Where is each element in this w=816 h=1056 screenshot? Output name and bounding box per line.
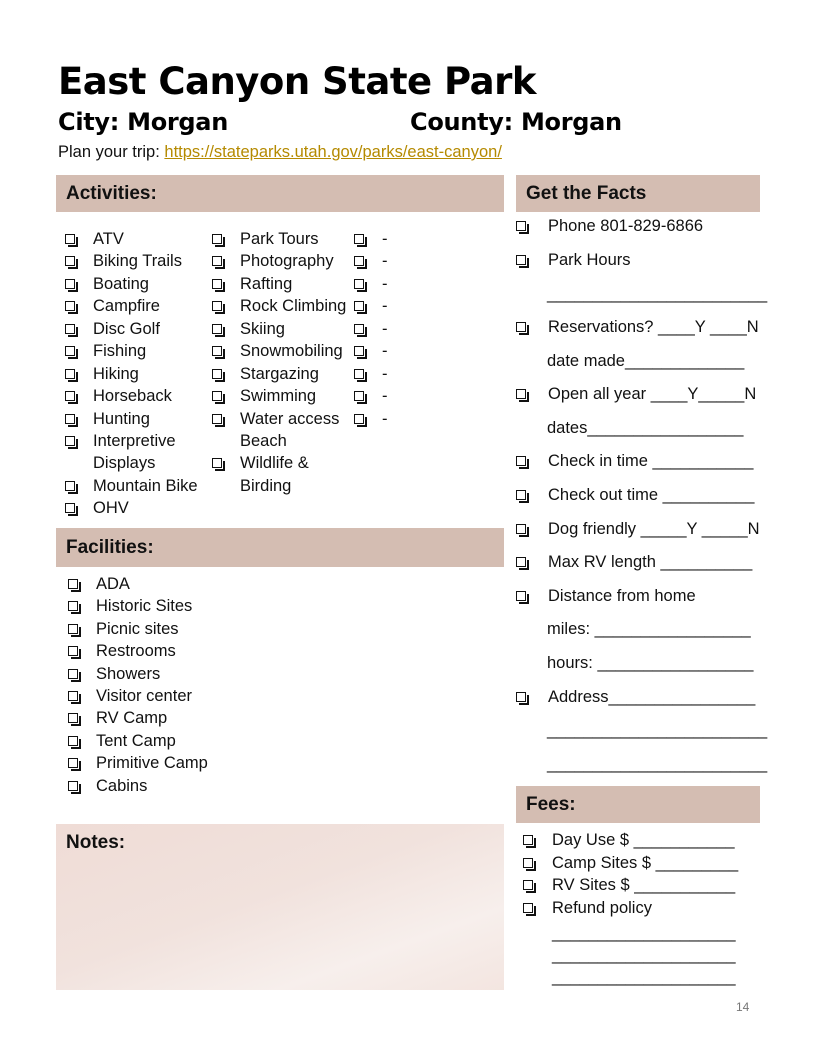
- refund-line-3[interactable]: ____________________: [552, 968, 736, 986]
- list-item-label: Fishing: [93, 342, 147, 360]
- list-item-label: OHV: [93, 499, 129, 517]
- fees-heading: Fees:: [516, 786, 760, 823]
- address-line-1[interactable]: ________________________: [547, 721, 768, 739]
- checkbox[interactable]: [354, 391, 364, 401]
- hours-field[interactable]: hours: _________________: [547, 654, 754, 672]
- list-item-label: Showers: [96, 664, 161, 683]
- list-item-label: Horseback: [93, 387, 172, 405]
- list-item-label: Stargazing: [240, 365, 319, 383]
- checkbox[interactable]: [212, 279, 222, 289]
- page-title: East Canyon State Park: [58, 60, 536, 103]
- list-item-label: Restrooms: [96, 642, 176, 661]
- checkbox[interactable]: [68, 758, 78, 768]
- checkbox[interactable]: [516, 490, 526, 500]
- list-item-label: -: [382, 297, 388, 315]
- list-item-label: Wildlife &: [240, 454, 309, 472]
- list-item-label: Boating: [93, 275, 149, 293]
- list-item-label: Photography: [240, 252, 334, 270]
- checkbox[interactable]: [354, 256, 364, 266]
- checkbox[interactable]: [68, 669, 78, 679]
- facts-heading: Get the Facts: [516, 175, 760, 212]
- checkbox[interactable]: [65, 324, 75, 334]
- checkbox[interactable]: [68, 601, 78, 611]
- page-number: 14: [736, 1000, 750, 1014]
- list-item-label: -: [382, 320, 388, 338]
- checkbox[interactable]: [516, 255, 526, 265]
- list-item-label: Snowmobiling: [240, 342, 343, 360]
- checkbox[interactable]: [65, 369, 75, 379]
- checkbox[interactable]: [516, 221, 526, 231]
- checkbox[interactable]: [65, 301, 75, 311]
- checkbox[interactable]: [212, 234, 222, 244]
- list-item-label: -: [382, 387, 388, 405]
- list-item-label: Cabins: [96, 776, 148, 795]
- facilities-heading: Facilities:: [56, 528, 504, 567]
- water-access-wrap: Beach: [240, 432, 287, 450]
- checkbox[interactable]: [68, 624, 78, 634]
- checkbox[interactable]: [354, 414, 364, 424]
- checkbox[interactable]: [212, 414, 222, 424]
- list-item-label: Disc Golf: [93, 320, 160, 338]
- plan-trip-line: [58, 143, 502, 162]
- list-item-label: Skiing: [240, 320, 285, 338]
- checkbox[interactable]: [68, 646, 78, 656]
- activities-heading: Activities:: [56, 175, 504, 212]
- checkbox[interactable]: [212, 391, 222, 401]
- checkbox[interactable]: [523, 880, 533, 890]
- checkbox[interactable]: [354, 346, 364, 356]
- list-item-label: Rafting: [240, 275, 293, 293]
- checkbox[interactable]: [65, 414, 75, 424]
- list-item-label: Historic Sites: [96, 597, 193, 616]
- park-website-link[interactable]: https://stateparks.utah.gov/parks/east-canyon/: [164, 143, 502, 161]
- checkbox[interactable]: [354, 279, 364, 289]
- list-item-label: -: [382, 230, 388, 248]
- list-item-label: Rock Climbing: [240, 297, 347, 315]
- plan-trip-label: Plan your trip:: [58, 143, 165, 161]
- list-item-label: Picnic sites: [96, 619, 179, 638]
- checkbox[interactable]: [65, 481, 75, 491]
- checkbox[interactable]: [65, 346, 75, 356]
- checkbox[interactable]: [354, 324, 364, 334]
- notes-heading: Notes:: [66, 832, 126, 853]
- list-item-label: Visitor center: [96, 687, 192, 705]
- list-item-label: Hiking: [93, 365, 139, 383]
- list-item-label: Campfire: [93, 297, 160, 315]
- list-item-label: Interpretive: [93, 432, 176, 450]
- checkbox[interactable]: [516, 591, 526, 601]
- checkbox[interactable]: [516, 557, 526, 567]
- checkbox[interactable]: [354, 301, 364, 311]
- checkbox[interactable]: [68, 713, 78, 723]
- checkbox[interactable]: [212, 369, 222, 379]
- list-item-label: Primitive Camp: [96, 754, 208, 773]
- checkbox[interactable]: [68, 736, 78, 746]
- checkbox[interactable]: [354, 369, 364, 379]
- dates-field[interactable]: dates_________________: [547, 419, 744, 437]
- checkbox[interactable]: [65, 503, 75, 513]
- list-item-label: -: [382, 252, 388, 270]
- checkbox[interactable]: [65, 436, 75, 446]
- list-item-label: Park Tours: [240, 230, 319, 248]
- checkbox[interactable]: [516, 456, 526, 466]
- list-item-label: -: [382, 365, 388, 383]
- list-item-label: Biking Trails: [93, 252, 182, 270]
- list-item-label: -: [382, 410, 388, 428]
- checkbox[interactable]: [65, 256, 75, 266]
- checkbox[interactable]: [68, 691, 78, 701]
- checkbox[interactable]: [65, 234, 75, 244]
- city-label: City: Morgan: [58, 108, 228, 136]
- notes-box[interactable]: [56, 824, 504, 990]
- checkbox[interactable]: [516, 524, 526, 534]
- checkbox[interactable]: [65, 391, 75, 401]
- checkbox[interactable]: [523, 835, 533, 845]
- list-item-label: -: [382, 275, 388, 293]
- miles-field[interactable]: miles: _________________: [547, 620, 751, 638]
- list-item-label: Tent Camp: [96, 731, 176, 750]
- checkbox[interactable]: [523, 903, 533, 913]
- refund-line-1[interactable]: ____________________: [552, 924, 736, 942]
- checkbox[interactable]: [516, 322, 526, 332]
- date-made-field[interactable]: date made_____________: [547, 352, 745, 370]
- list-item-label: Water access: [240, 410, 340, 428]
- list-item-label: ATV: [93, 230, 124, 248]
- checkbox[interactable]: [354, 234, 364, 244]
- address-line-2[interactable]: ________________________: [547, 755, 768, 773]
- list-item-label: Mountain Bike: [93, 477, 198, 495]
- checkbox[interactable]: [516, 692, 526, 702]
- checkbox[interactable]: [68, 781, 78, 791]
- list-item-label: Swimming: [240, 387, 317, 405]
- refund-line-2[interactable]: ____________________: [552, 946, 736, 964]
- list-item-label: RV Camp: [96, 709, 168, 728]
- county-label: County: Morgan: [410, 108, 622, 136]
- checkbox[interactable]: [212, 458, 222, 468]
- checkbox[interactable]: [212, 346, 222, 356]
- checkbox[interactable]: [68, 579, 78, 589]
- checkbox[interactable]: [212, 256, 222, 266]
- list-item-label: -: [382, 342, 388, 360]
- list-item-label: Hunting: [93, 410, 150, 428]
- checkbox[interactable]: [212, 301, 222, 311]
- interpretive-displays-wrap: Displays: [93, 454, 156, 472]
- checkbox[interactable]: [212, 324, 222, 334]
- list-item-label: ADA: [96, 575, 130, 593]
- park-hours-blank[interactable]: ________________________: [547, 285, 768, 303]
- wildlife-wrap: Birding: [240, 477, 292, 495]
- checkbox[interactable]: [523, 858, 533, 868]
- checkbox[interactable]: [516, 389, 526, 399]
- checkbox[interactable]: [65, 279, 75, 289]
